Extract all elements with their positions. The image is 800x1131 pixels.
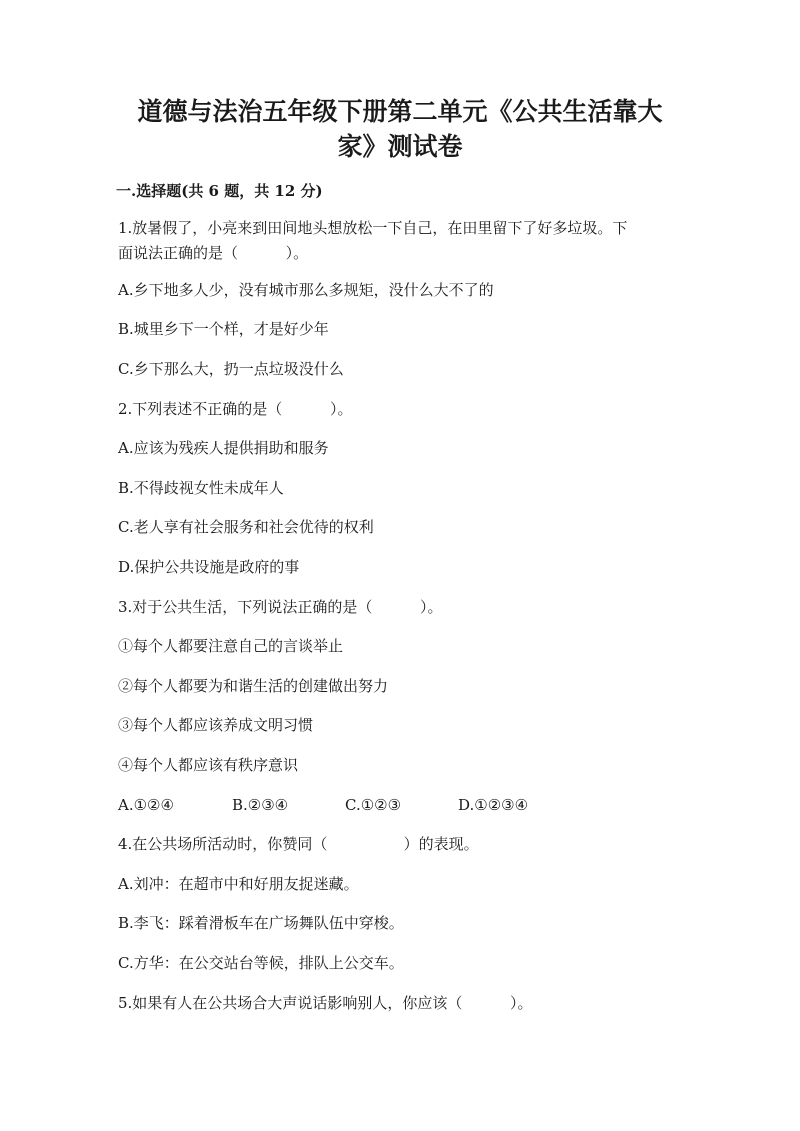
exam-title-line-1: 道德与法治五年级下册第二单元《公共生活靠大 <box>137 97 663 126</box>
exam-title-line-2: 家》测试卷 <box>337 132 463 161</box>
question-5-stem: 5.如果有人在公共场合大声说话影响别人，你应该（ ）。 <box>118 994 533 1012</box>
question-3-item-2: ②每个人都要为和谐生活的创建做出努力 <box>118 677 389 695</box>
question-2-option-d: D.保护公共设施是政府的事 <box>118 558 300 576</box>
question-1-option-c: C.乡下那么大，扔一点垃圾没什么 <box>118 360 344 378</box>
question-3-choice-a: A.①②④ <box>118 796 174 814</box>
question-1-stem-line-1: 1.放暑假了，小亮来到田间地头想放松一下自己，在田里留下了好多垃圾。下 <box>118 219 628 237</box>
question-1-option-b: B.城里乡下一个样，才是好少年 <box>118 320 329 338</box>
question-3-stem: 3.对于公共生活，下列说法正确的是（ ）。 <box>118 598 443 616</box>
question-4-option-c: C.方华：在公交站台等候，排队上公交车。 <box>118 954 404 972</box>
question-2-stem: 2.下列表述不正确的是（ ）。 <box>118 400 353 418</box>
question-3-item-1: ①每个人都要注意自己的言谈举止 <box>118 637 344 655</box>
question-2-option-b: B.不得歧视女性未成年人 <box>118 479 284 497</box>
question-3-choice-c: C.①②③ <box>345 796 402 814</box>
question-4-option-b: B.李飞：踩着滑板车在广场舞队伍中穿梭。 <box>118 914 404 932</box>
section-heading: 一.选择题(共 6 题，共 12 分) <box>116 182 323 200</box>
question-2-option-c: C.老人享有社会服务和社会优待的权利 <box>118 518 374 536</box>
question-3-choice-d: D.①②③④ <box>458 796 529 814</box>
question-4-option-a: A.刘冲：在超市中和好朋友捉迷藏。 <box>118 875 359 893</box>
question-3-choice-b: B.②③④ <box>232 796 289 814</box>
question-3-item-4: ④每个人都应该有秩序意识 <box>118 756 299 774</box>
question-1-option-a: A.乡下地多人少，没有城市那么多规矩，没什么大不了的 <box>118 281 494 299</box>
question-4-stem: 4.在公共场所活动时，你赞同（ ）的表现。 <box>118 835 479 853</box>
question-1-stem-line-2: 面说法正确的是（ ）。 <box>118 244 309 262</box>
question-2-option-a: A.应该为残疾人提供捐助和服务 <box>118 439 329 457</box>
question-3-item-3: ③每个人都应该养成文明习惯 <box>118 716 314 734</box>
